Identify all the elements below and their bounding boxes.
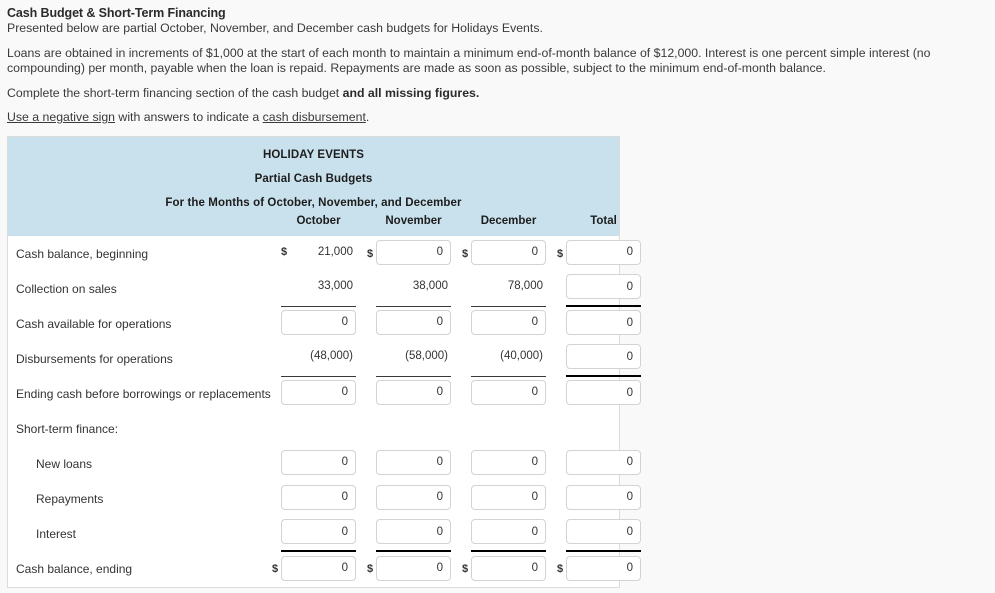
table-header-block xyxy=(8,137,619,236)
input-october-row9[interactable] xyxy=(281,556,356,581)
cell-total xyxy=(566,341,641,376)
section-spacer xyxy=(271,411,641,446)
value-october-row3: (48,000) xyxy=(310,350,353,363)
cell-total xyxy=(566,516,641,551)
cell-total xyxy=(566,271,641,306)
cell-total xyxy=(566,236,641,271)
cell-december xyxy=(471,306,546,341)
column-gap xyxy=(356,446,366,481)
row-label: Repayments xyxy=(36,491,104,506)
column-gap xyxy=(546,551,556,587)
cell-november xyxy=(376,446,451,481)
cell-december xyxy=(471,341,546,376)
cell-october xyxy=(281,236,356,271)
dollar-sign-total: $ xyxy=(557,247,564,260)
cell-november xyxy=(376,306,451,341)
cell-total xyxy=(566,376,641,411)
dollar-spacer-total xyxy=(556,271,566,306)
column-gap xyxy=(546,271,556,306)
input-november-row4[interactable] xyxy=(376,380,451,405)
dollar-spacer-october xyxy=(271,376,281,411)
row-label: Disbursements for operations xyxy=(16,351,173,366)
cell-december xyxy=(471,376,546,411)
column-gap xyxy=(451,376,461,411)
cell-october xyxy=(281,341,356,376)
row-label: Cash available for operations xyxy=(16,316,172,331)
column-gap xyxy=(356,306,366,341)
input-december-row4[interactable] xyxy=(471,380,546,405)
value-october-row0: $ 21,000 xyxy=(281,240,356,265)
column-gap xyxy=(451,481,461,516)
cash-budget-table xyxy=(7,136,620,588)
dollar-spacer-december xyxy=(461,341,471,376)
dollar-spacer-november xyxy=(366,306,376,341)
cell-total xyxy=(566,306,641,341)
input-december-row2[interactable] xyxy=(471,310,546,335)
intro-paragraph-1: Presented below are partial October, November, and December cash budgets for Holidays Events. xyxy=(7,21,543,35)
company-name: HOLIDAY EVENTS xyxy=(262,149,365,161)
column-gap xyxy=(451,446,461,481)
column-headers-row xyxy=(8,215,619,232)
dollar-spacer-total xyxy=(556,481,566,516)
value-october-row1: 33,000 xyxy=(317,280,353,293)
table-row xyxy=(8,236,641,271)
cell-december xyxy=(471,551,546,587)
column-gap xyxy=(356,551,366,587)
cell-november xyxy=(376,516,451,551)
intro-p3-lead: Complete the short-term financing section of the cash budget xyxy=(7,85,343,100)
dollar-spacer-total xyxy=(556,446,566,481)
column-gap xyxy=(451,236,461,271)
table-row xyxy=(8,481,641,516)
value-december-row3: (40,000) xyxy=(500,350,543,363)
column-gap xyxy=(356,236,366,271)
negative-sign-note: Use a negative sign xyxy=(7,110,116,124)
dollar-sign-december: $ xyxy=(462,247,469,260)
column-gap xyxy=(546,236,556,271)
value-november-row1: 38,000 xyxy=(412,280,448,293)
dollar-spacer-october xyxy=(271,446,281,481)
dollar-spacer-october xyxy=(271,341,281,376)
column-gap xyxy=(356,341,366,376)
dollar-spacer-november xyxy=(366,516,376,551)
row-label: Ending cash before borrowings or replacements xyxy=(16,386,271,401)
page-title: Cash Budget & Short-Term Financing xyxy=(7,6,226,20)
column-gap xyxy=(546,516,556,551)
table-row xyxy=(8,516,641,551)
cell-october xyxy=(281,376,356,411)
column-gap xyxy=(451,271,461,306)
dollar-spacer-december xyxy=(461,376,471,411)
column-gap xyxy=(356,271,366,306)
dollar-spacer-december xyxy=(461,446,471,481)
dollar-spacer-november xyxy=(366,376,376,411)
cell-november xyxy=(376,236,451,271)
dollar-spacer-december xyxy=(461,306,471,341)
input-total-row7[interactable] xyxy=(566,485,641,510)
cell-november xyxy=(376,271,451,306)
input-december-row6[interactable] xyxy=(471,450,546,475)
input-november-row6[interactable] xyxy=(376,450,451,475)
cell-november xyxy=(376,551,451,587)
dollar-spacer-total xyxy=(556,306,566,341)
table-row xyxy=(8,271,641,306)
input-october-row4[interactable] xyxy=(281,380,356,405)
table-row xyxy=(8,306,641,341)
dollar-spacer-november xyxy=(366,341,376,376)
cell-october xyxy=(281,271,356,306)
input-december-row8[interactable] xyxy=(471,519,546,544)
column-gap xyxy=(451,516,461,551)
row-label: Cash balance, beginning xyxy=(16,246,149,261)
intro-section xyxy=(0,0,995,126)
cell-december xyxy=(471,446,546,481)
statement-name: Partial Cash Budgets xyxy=(254,173,373,185)
table-row xyxy=(8,411,641,446)
column-header-total: Total xyxy=(590,215,617,227)
column-header-december: December xyxy=(480,215,537,227)
dollar-sign-october xyxy=(271,236,281,271)
column-gap xyxy=(546,481,556,516)
input-total-row0[interactable] xyxy=(566,240,641,265)
input-total-row8[interactable] xyxy=(566,519,641,544)
dollar-sign-november: $ xyxy=(367,247,374,260)
column-gap xyxy=(356,481,366,516)
column-gap xyxy=(356,516,366,551)
dollar-spacer-november xyxy=(366,446,376,481)
column-gap xyxy=(451,551,461,587)
cell-total xyxy=(566,551,641,587)
input-november-row7[interactable] xyxy=(376,485,451,510)
column-gap xyxy=(451,306,461,341)
cell-november xyxy=(376,376,451,411)
cell-total xyxy=(566,446,641,481)
cell-october xyxy=(281,551,356,587)
cell-october xyxy=(281,306,356,341)
row-label: Short-term finance: xyxy=(16,421,119,436)
input-total-row4[interactable] xyxy=(566,380,641,405)
input-december-row7[interactable] xyxy=(471,485,546,510)
column-gap xyxy=(451,341,461,376)
dollar-sign-december: $ xyxy=(462,563,469,575)
column-gap xyxy=(546,376,556,411)
dollar-sign-october: $ xyxy=(272,563,279,575)
input-november-row2[interactable] xyxy=(376,310,451,335)
row-label: Cash balance, ending xyxy=(16,562,133,576)
dollar-spacer-december xyxy=(461,271,471,306)
cell-october xyxy=(281,446,356,481)
dollar-spacer-total xyxy=(556,376,566,411)
column-gap xyxy=(546,446,556,481)
input-total-row6[interactable] xyxy=(566,450,641,475)
input-total-row9[interactable] xyxy=(566,556,641,581)
input-october-row7[interactable] xyxy=(281,485,356,510)
input-october-row8[interactable] xyxy=(281,519,356,544)
cell-total xyxy=(566,481,641,516)
cell-december xyxy=(471,516,546,551)
column-header-october: October xyxy=(296,215,341,227)
intro-p4-end: . xyxy=(365,110,370,124)
dollar-sign-november: $ xyxy=(367,563,374,575)
table-row xyxy=(8,376,641,411)
cell-december xyxy=(471,271,546,306)
dollar-spacer-december xyxy=(461,481,471,516)
column-gap xyxy=(546,341,556,376)
input-total-row3[interactable] xyxy=(566,344,641,369)
statement-period: For the Months of October, November, and December xyxy=(165,197,462,209)
input-november-row0[interactable] xyxy=(376,240,451,265)
cell-november xyxy=(376,341,451,376)
dollar-spacer-total xyxy=(556,341,566,376)
intro-paragraph-3 xyxy=(7,86,991,102)
cell-october xyxy=(281,516,356,551)
dollar-spacer-october xyxy=(271,271,281,306)
input-total-row1[interactable] xyxy=(566,274,641,299)
dollar-spacer-december xyxy=(461,516,471,551)
intro-paragraph-2: Loans are obtained in increments of $1,000 at the start of each month to maintain a minimum end-of-month balance of $12,000. Interest is one percent simple interest (no compounding) per month, payable when the loan is repaid. Repayments are made as soon as possible, subject to the minimum end-of-month balance. xyxy=(7,45,931,75)
input-december-row0[interactable] xyxy=(471,240,546,265)
cash-disbursement-note: cash disbursement xyxy=(262,110,366,124)
row-label: Collection on sales xyxy=(16,281,117,296)
dollar-spacer-october xyxy=(271,516,281,551)
intro-p3-emphasis: and all missing figures. xyxy=(342,85,480,100)
dollar-spacer-november xyxy=(366,481,376,516)
intro-p4-mid: with answers to indicate a xyxy=(115,110,263,124)
input-october-row6[interactable] xyxy=(281,450,356,475)
dollar-glyph: $ xyxy=(281,245,288,258)
input-november-row9[interactable] xyxy=(376,556,451,581)
value-november-row3: (58,000) xyxy=(405,350,448,363)
table-row xyxy=(8,551,641,587)
table-body xyxy=(8,236,641,587)
column-header-november: November xyxy=(385,215,442,227)
dollar-sign-total: $ xyxy=(557,563,564,575)
column-gap xyxy=(546,306,556,341)
table-row xyxy=(8,341,641,376)
cell-october xyxy=(281,481,356,516)
input-november-row8[interactable] xyxy=(376,519,451,544)
row-label: Interest xyxy=(36,526,77,541)
input-total-row2[interactable] xyxy=(566,310,641,335)
dollar-spacer-total xyxy=(556,516,566,551)
row-label: New loans xyxy=(36,456,93,471)
input-december-row9[interactable] xyxy=(471,556,546,581)
cell-december xyxy=(471,236,546,271)
cell-november xyxy=(376,481,451,516)
cell-december xyxy=(471,481,546,516)
input-october-row2[interactable] xyxy=(281,310,356,335)
intro-paragraph-4 xyxy=(7,110,991,126)
column-gap xyxy=(356,376,366,411)
table-row xyxy=(8,446,641,481)
dollar-spacer-october xyxy=(271,481,281,516)
dollar-spacer-november xyxy=(366,271,376,306)
dollar-spacer-october xyxy=(271,306,281,341)
value-december-row1: 78,000 xyxy=(507,280,543,293)
